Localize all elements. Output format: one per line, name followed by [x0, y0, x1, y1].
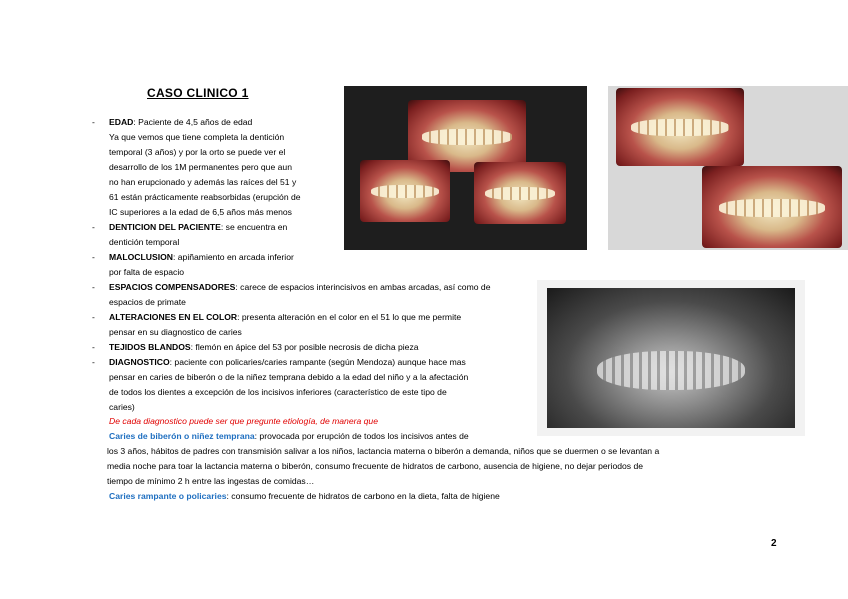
list-item: ESPACIOS COMPENSADORES: carece de espacios interincisivos en ambas arcadas, así como de: [109, 282, 491, 292]
list-item: pensar en caries de biberón o de la niñez temprana debido a la edad del niño y a la afectación: [109, 372, 469, 382]
caries-biberon-line: Caries de biberón o niñez temprana: provocada por erupción de todos los incisivos antes de: [109, 431, 469, 441]
left-lateral-teeth-image: [474, 162, 566, 224]
intraoral-photo-frontal-lateral: [344, 86, 587, 250]
panoramic-xray: [537, 280, 805, 436]
lower-occlusal-image: [702, 166, 842, 248]
list-item: MALOCLUSION: apiñamiento en arcada inferior: [109, 252, 294, 262]
etiology-note: De cada diagnostico puede ser que pregunte etiología, de manera que: [109, 416, 378, 426]
caries-biberon-line: tiempo de mínimo 2 h entre las ingestas de comidas…: [107, 476, 315, 486]
list-item: DENTICION DEL PACIENTE: se encuentra en: [109, 222, 288, 232]
list-item: desarrollo de los 1M permanentes pero que aun: [109, 162, 292, 172]
list-item: IC superiores a la edad de 6,5 años más menos: [109, 207, 292, 217]
list-item: temporal (3 años) y por la orto se puede ver el: [109, 147, 286, 157]
list-item: no han erupcionado y además las raíces del 51 y: [109, 177, 297, 187]
list-item: caries): [109, 402, 135, 412]
caries-biberon-line: media noche para toar la lactancia materna o biberón, consumo frecuente de hidratos de carbono, ausencia de higiene, no dejar periodos de: [107, 461, 644, 471]
caries-rampante-line: Caries rampante o policaries: consumo frecuente de hidratos de carbono en la dieta, falta de higiene: [109, 491, 500, 501]
list-item: Ya que vemos que tiene completa la dentición: [109, 132, 285, 142]
list-item: 61 están prácticamente reabsorbidas (erupción de: [109, 192, 301, 202]
list-item: espacios de primate: [109, 297, 186, 307]
list-item: ALTERACIONES EN EL COLOR: presenta alteración en el color en el 51 lo que me permite: [109, 312, 462, 322]
page-title: CASO CLINICO 1: [147, 86, 249, 100]
list-item: por falta de espacio: [109, 267, 185, 277]
right-lateral-teeth-image: [360, 160, 450, 222]
upper-occlusal-image: [616, 88, 744, 166]
intraoral-photo-occlusal: [608, 86, 848, 250]
list-item: pensar en su diagnostico de caries: [109, 327, 242, 337]
page-number: 2: [771, 538, 777, 549]
list-item: EDAD: Paciente de 4,5 años de edad: [109, 117, 253, 127]
caries-biberon-line: los 3 años, hábitos de padres con transmisión salivar a los niños, lactancia materna o biberón a demanda, niños que se duermen o se levantan a: [107, 446, 660, 456]
list-item: dentición temporal: [109, 237, 180, 247]
list-item: de todos los dientes a excepción de los incisivos inferiores (característico de este tipo de: [109, 387, 447, 397]
list-item: TEJIDOS BLANDOS: flemón en ápice del 53 por posible necrosis de dicha pieza: [109, 342, 419, 352]
list-item: DIAGNOSTICO: paciente con policaries/caries rampante (según Mendoza) aunque hace mas: [109, 357, 466, 367]
xray-image: [547, 288, 795, 428]
